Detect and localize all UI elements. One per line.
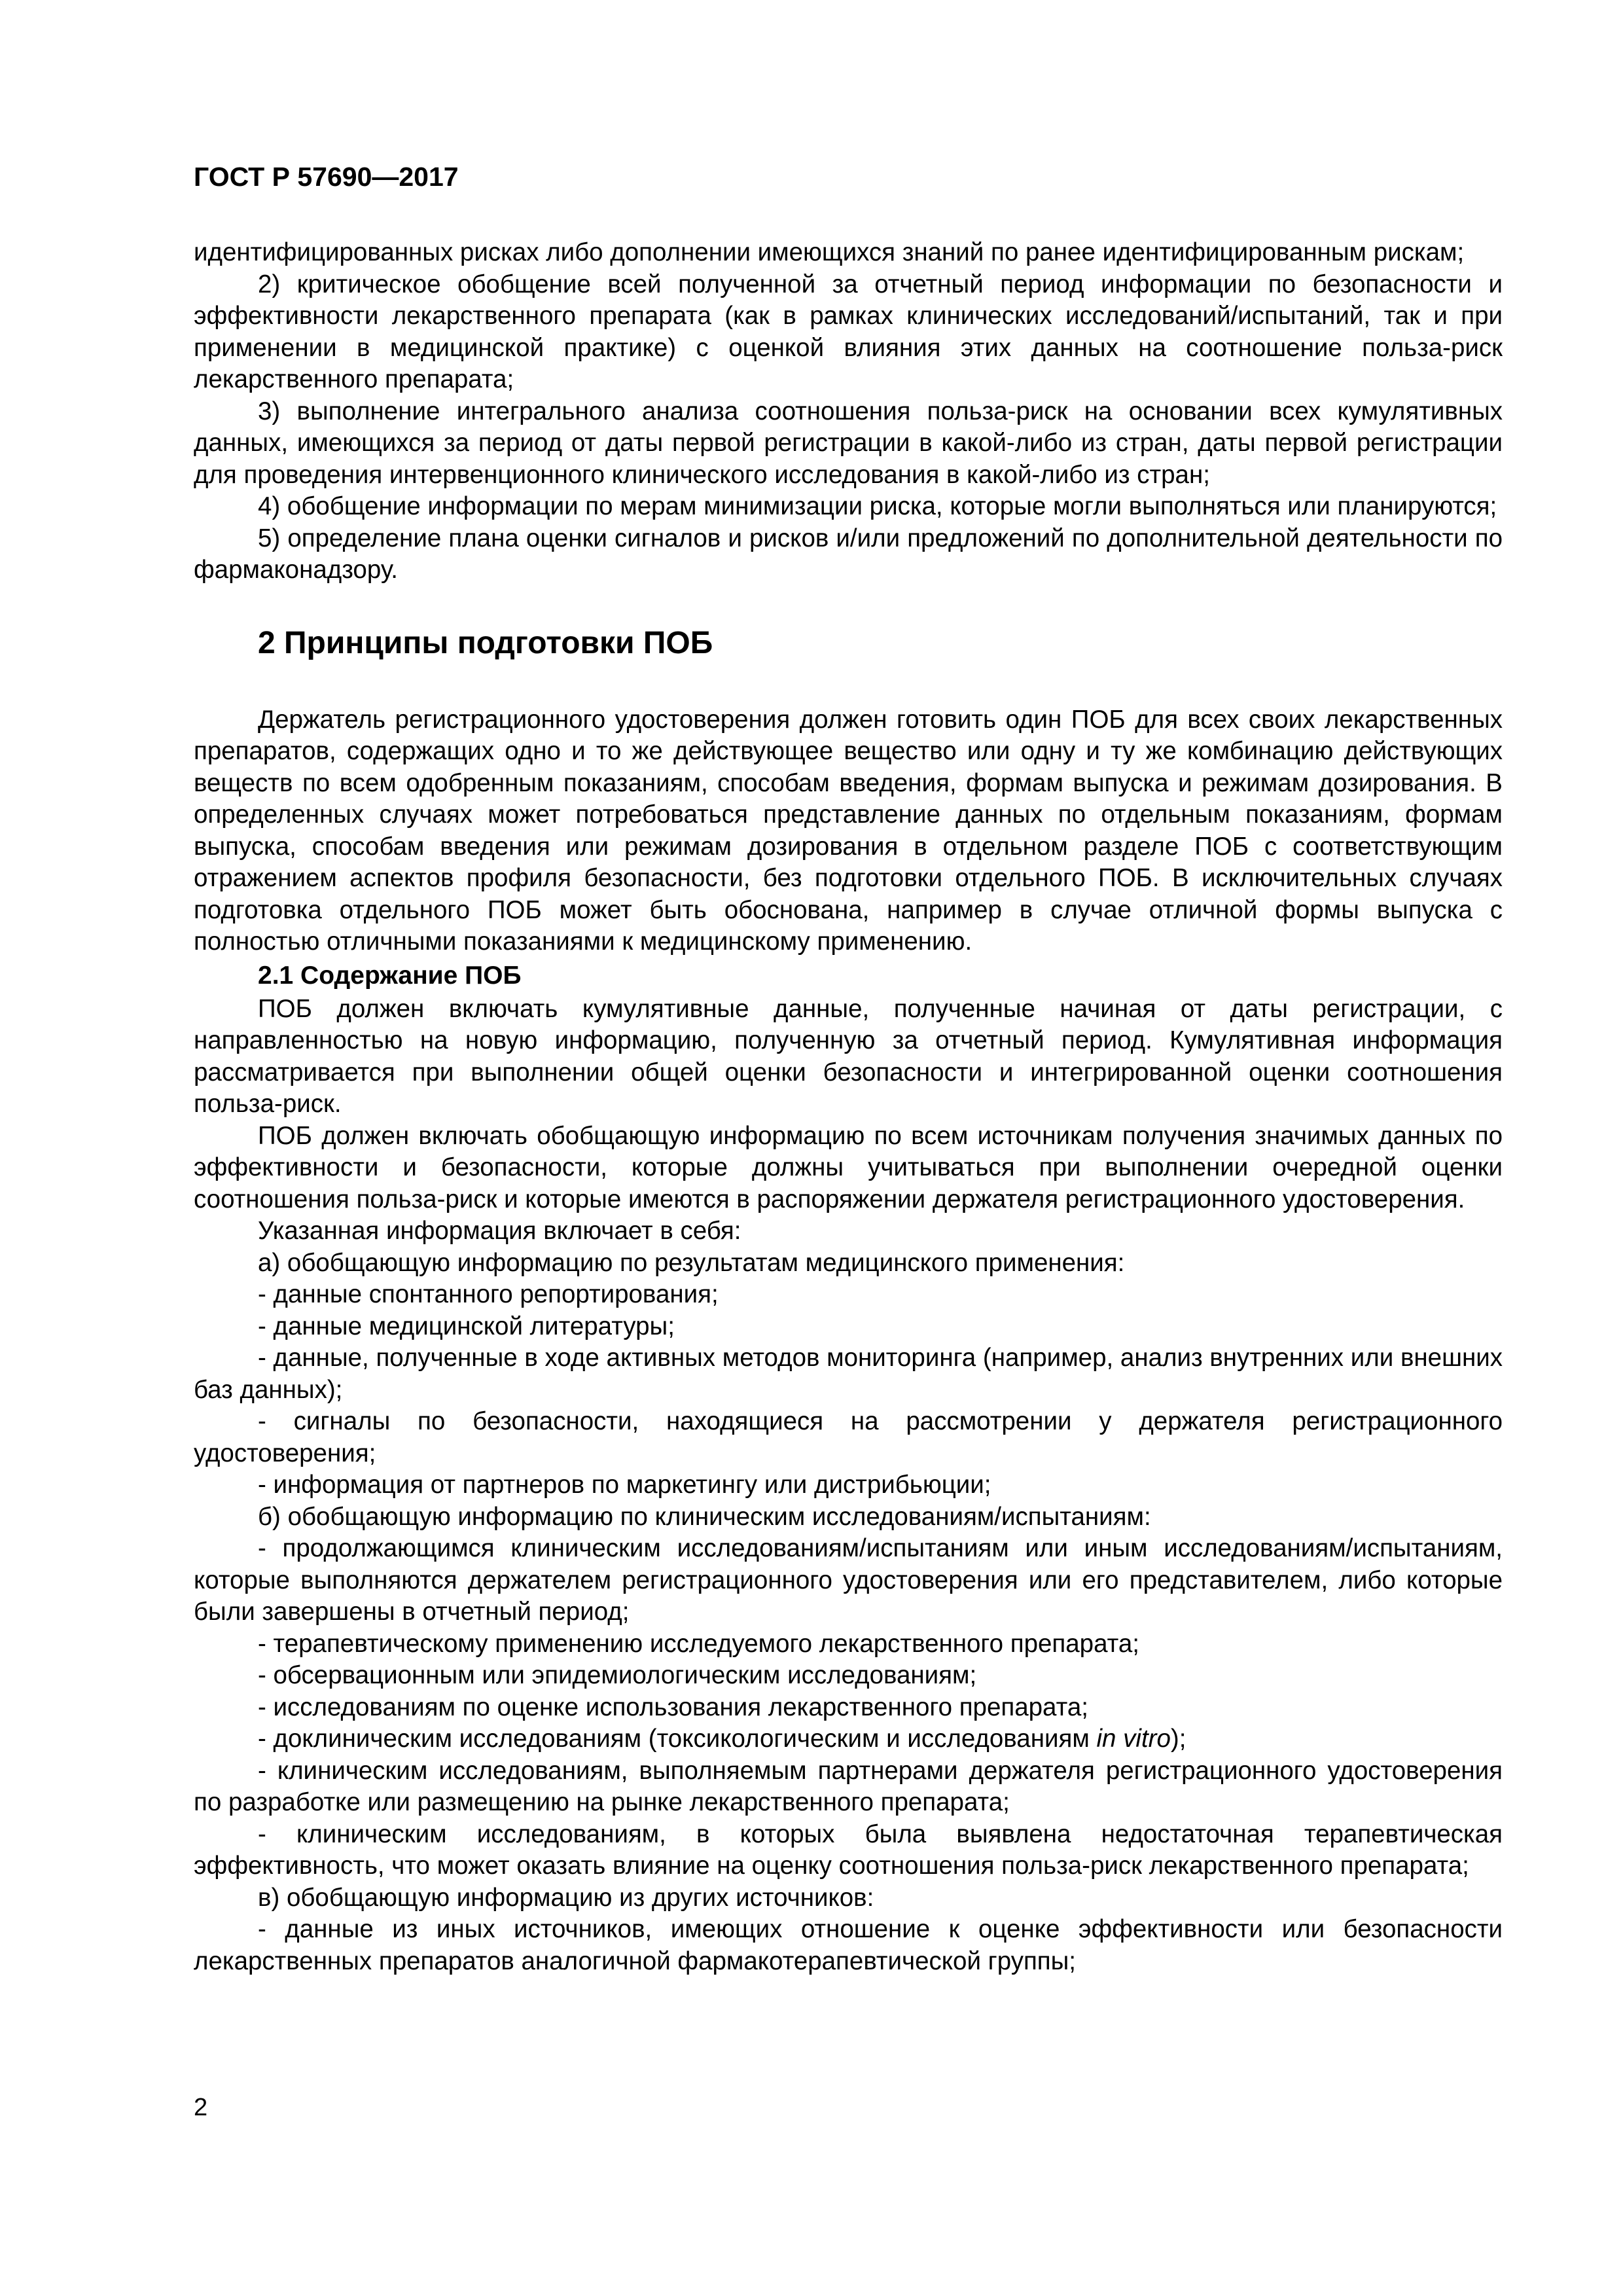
list-item-b-1: - продолжающимся клиническим исследованиям/испытаниям или иным исследованиям/испытаниям, которые выполняются держателем регистрационного удостоверения или его представителем, либо которые были завершены в отчетный период;: [194, 1534, 1503, 1626]
list-item-5: 5) определение плана оценки сигналов и рисков и/или предложений по дополнительной деятельности по фармаконадзору.: [194, 524, 1503, 584]
list-item-a-4: - сигналы по безопасности, находящиеся на рассмотрении у держателя регистрационного удостоверения;: [194, 1407, 1503, 1467]
list-item-a-5: - информация от партнеров по маркетингу или дистрибьюции;: [258, 1471, 991, 1499]
list-item-b: б) обобщающую информацию по клиническим исследованиям/испытаниям:: [258, 1502, 1151, 1531]
list-item-a: а) обобщающую информацию по результатам медицинского применения:: [258, 1248, 1125, 1277]
list-item-4: 4) обобщение информации по мерам минимизации риска, которые могли выполняться или планируются;: [258, 492, 1497, 520]
list-item-2: 2) критическое обобщение всей полученной за отчетный период информации по безопасности и эффективности лекарственного препарата (как в рамках клинических исследований/испытаний, так и при применении в медицинской практике) с оценкой влияния этих данных на соотношение польза-риск лекарственного препарата;: [194, 270, 1503, 393]
page-number: 2: [194, 2094, 208, 2121]
section-2-paragraph: Держатель регистрационного удостоверения должен готовить один ПОБ для всех своих лекарственных препаратов, содержащих одно и то же действующее вещество или одну и ту же комбинацию действующих веществ по всем одобренным показаниям, способам введения, формам выпуска и режимам дозирования. В определенных случаях может потребоваться представление данных по отдельным показаниям, формам выпуска, способам введения или режимам дозирования в отдельном разделе ПОБ с соответствующим отражением аспектов профиля безопасности, без подготовки отдельного ПОБ. В исключительных случаях подготовка отдельного ПОБ может быть обоснована, например в случае отличной формы выпуска с полностью отличными показаниями к медицинскому применению.: [194, 705, 1503, 956]
list-item-3: 3) выполнение интегрального анализа соотношения польза-риск на основании всех кумулятивных данных, имеющихся за период от даты первой регистрации в какой-либо из стран, даты первой регистрации для проведения интервенционного клинического исследования в какой-либо из стран;: [194, 397, 1503, 489]
list-item-c: в) обобщающую информацию из других источников:: [258, 1883, 874, 1912]
document-page: [194, 157, 1503, 1977]
list-item-b-7: - клиническим исследованиям, в которых была выявлена недостаточная терапевтическая эффективность, что может оказать влияние на оценку соотношения польза-риск лекарственного препарата;: [194, 1820, 1503, 1880]
in-vitro-term: in vitro: [1096, 1725, 1171, 1753]
document-id-header: ГОСТ Р 57690—2017: [194, 162, 459, 192]
list-item-b-3: - обсервационным или эпидемиологическим исследованиям;: [258, 1661, 977, 1689]
list-item-c-1: - данные из иных источников, имеющих отношение к оценке эффективности или безопасности лекарственных препаратов аналогичной фармакотерапевтической группы;: [194, 1915, 1503, 1975]
list-item-b-4: - исследованиям по оценке использования лекарственного препарата;: [258, 1693, 1088, 1721]
intro-paragraph-continuation: идентифицированных рисках либо дополнении имеющихся знаний по ранее идентифицированным рискам;: [194, 238, 1465, 266]
list-item-a-3: - данные, полученные в ходе активных методов мониторинга (например, анализ внутренних или внешних баз данных);: [194, 1344, 1503, 1404]
list-item-b-5: [194, 1723, 1503, 1755]
section-2-1-heading: 2.1 Содержание ПОБ: [258, 961, 522, 990]
list-item-b-2: - терапевтическому применению исследуемого лекарственного препарата;: [258, 1629, 1139, 1658]
list-item-a-1: - данные спонтанного репортирования;: [258, 1280, 719, 1308]
list-item-b-5-text: - доклиническим исследованиям (токсикологическим и исследованиям: [258, 1725, 1097, 1753]
list-item-b-5-end: );: [1170, 1725, 1186, 1753]
list-item-b-6: - клиническим исследованиям, выполняемым партнерами держателя регистрационного удостоверения по разработке или размещению на рынке лекарственного препарата;: [194, 1756, 1503, 1816]
section-2-heading: 2 Принципы подготовки ПОБ: [258, 625, 713, 660]
section-2-1-paragraph-3: Указанная информация включает в себя:: [258, 1217, 741, 1245]
list-item-a-2: - данные медицинской литературы;: [258, 1312, 675, 1340]
section-2-1-paragraph-2: ПОБ должен включать обобщающую информацию по всем источникам получения значимых данных по эффективности и безопасности, которые должны учитываться при выполнении очередной оценки соотношения польза-риск и которые имеются в распоряжении держателя регистрационного удостоверения.: [194, 1121, 1503, 1213]
section-2-1-paragraph-1: ПОБ должен включать кумулятивные данные, полученные начиная от даты регистрации, с направленностью на новую информацию, полученную за отчетный период. Кумулятивная информация рассматривается при выполнении общей оценки безопасности и интегрированной оценки соотношения польза-риск.: [194, 994, 1503, 1118]
